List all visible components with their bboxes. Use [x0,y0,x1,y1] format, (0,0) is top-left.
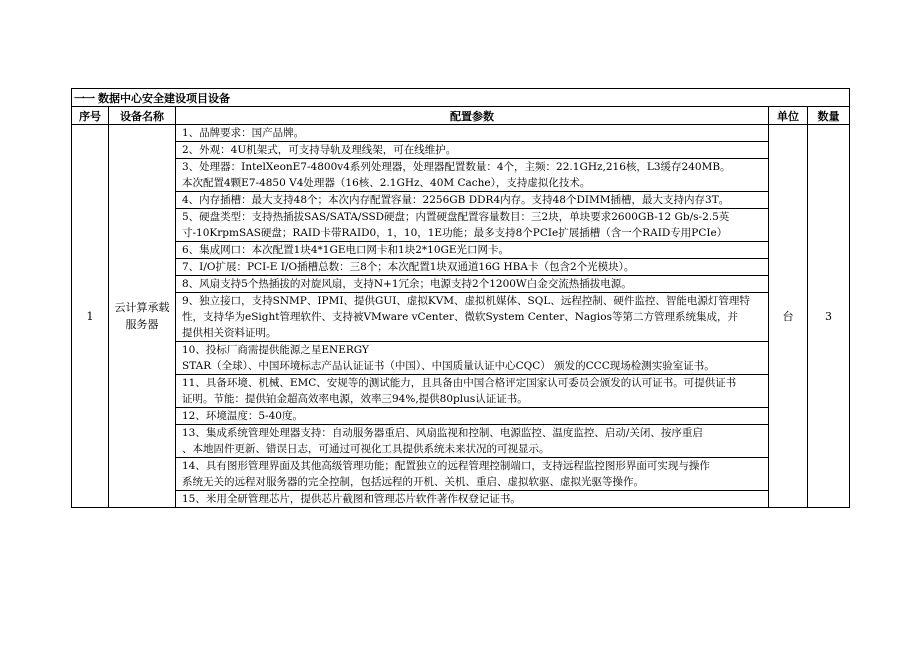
spec-line: 15、米用全研管理芯片，提供芯片截图和管理芯片软件著作权登记证书。 [182,493,521,505]
table-row [72,276,850,293]
table-row [72,125,850,142]
spec-item [176,209,769,242]
spec-line: 1、品牌要求：国产品牌。 [182,127,305,139]
table-row [72,159,850,192]
spec-line: 12、环境温度：5-40度。 [182,410,303,422]
table-row [72,342,850,375]
spec-item [176,142,769,159]
table-row [72,491,850,508]
header-quantity: 数量 [808,107,850,125]
spec-line: 11、具备环境、机械、EMC、安规等的测试能力，且具备由中国合格评定国家认可委员会颁发的认可证书。可提供证书 [182,377,737,389]
table-row [72,142,850,159]
spec-line: 7、I/O扩展：PCI-E I/O插槽总数：三8个；本次配置1块双通道16G HBA卡（包含2个光模块）。 [182,261,635,273]
section-number: 一一 [74,91,94,105]
header-config: 配置参数 [176,107,769,125]
device-name-line: 云计算承载 [114,301,170,314]
spec-line: 10、投标厂商需提供能源之星ENERGY [182,344,369,356]
header-unit: 单位 [769,107,808,125]
spec-line: STAR（全球）、中国环境标志产品认证证书（中国）、中国质量认证中心CQC） 颁发的CCC现场检测实验室证书。 [182,360,715,372]
spec-line: 性，支持华为eSight管理软件、支持被VMware vCenter、微软System Center、Nagios等第二方管理系统集成，并 [182,311,738,323]
header-device-name: 设备名称 [109,107,176,125]
section-title-row [72,89,850,107]
spec-line: 本次配置4颗E7-4850 V4处理器（16核、2.1GHz、40M Cache），支持虚拟化技术。 [182,177,591,189]
row-unit: 台 [769,125,808,508]
spec-line: 证明。节能：提供铂金超高效率电源，效率三94%,提供80plus认证证书。 [182,393,528,405]
table-row [72,375,850,408]
table-row [72,259,850,276]
section-title [72,89,850,107]
spec-line: 3、处理器：IntelXeonE7-4800v4系列处理器，处理器配置数量：4个，主频：22.1GHz,216核，L3缓存240MB。 [182,161,731,173]
spec-item [176,425,769,458]
spec-line: 14、具有图形管理界面及其他高级管理功能；配置独立的远程管理控制端口，支持远程监控图形界面可实现与操作 [182,460,710,472]
spec-line: 8、风扇支持5个热插拔的对旋风扇，支持N+1冗余；电源支持2个1200W白金交流热插拔电源。 [182,278,632,290]
spec-line: 系统无关的远程对服务器的完全控制，包括远程的开机、关机、重启、虚拟软驱、虚拟光驱等操作。 [182,476,644,488]
spec-item [176,276,769,293]
header-index: 序号 [72,107,109,125]
device-name [109,125,176,508]
spec-line: 2、外观：4U机架式，可支持导轨及理线架，可在线维护。 [182,144,457,156]
spec-line: 提供相关资料证明。 [182,327,277,339]
spec-item [176,242,769,259]
header-row [72,107,850,125]
spec-item [176,408,769,425]
section-title-text: 数据中心安全建设项目设备 [98,91,230,105]
spec-line: 9、独立接口，支持SNMP、IPMI、提供GUI、虚拟KVM、虚拟机媒体、SQL、远程控制、硬件监控、智能电源灯管理特 [182,295,750,307]
spec-document [71,88,849,508]
spec-item [176,293,769,342]
spec-item [176,491,769,508]
table-row [72,425,850,458]
spec-line: 4、内存插槽：最大支持48个；本次内存配置容量：2256GB DDR4内存。支持48个DIMM插槽，最大支持内存3T。 [182,194,730,206]
spec-item [176,159,769,192]
spec-line: 5、硬盘类型：支持热插拔SAS/SATA/SSD硬盘；内置硬盘配置容量数目：三2块，单块要求2600GB-12 Gb/s-2.5英 [182,211,730,223]
spec-line: 6、集成网口：本次配置1块4*1GE电口网卡和1块2*10GE光口网卡。 [182,244,510,256]
table-row [72,293,850,342]
equipment-table [71,88,850,508]
spec-item [176,375,769,408]
table-row [72,192,850,209]
spec-item [176,259,769,276]
spec-item [176,125,769,142]
table-row [72,458,850,491]
spec-item [176,342,769,375]
row-quantity: 3 [808,125,850,508]
spec-item [176,458,769,491]
spec-body [72,125,850,508]
device-name-line: 服务器 [125,318,159,331]
table-row [72,209,850,242]
spec-item [176,192,769,209]
table-row [72,242,850,259]
spec-line: 寸-10KrpmSAS硬盘；RAID卡带RAID0，1，10，1E功能；最多支持8个PCIe扩展插槽（含一个RAID专用PCIe） [182,227,728,239]
spec-line: 13、集成系统管理处理器支持：自动服务器重启、风扇监视和控制、电源监控、温度监控、启动/关闭、按序重启 [182,427,703,439]
spec-line: 、本地固件更新、错误日志，可通过可视化工具提供系统未来状况的可视显示。 [182,443,550,455]
row-index: 1 [72,125,109,508]
table-row [72,408,850,425]
